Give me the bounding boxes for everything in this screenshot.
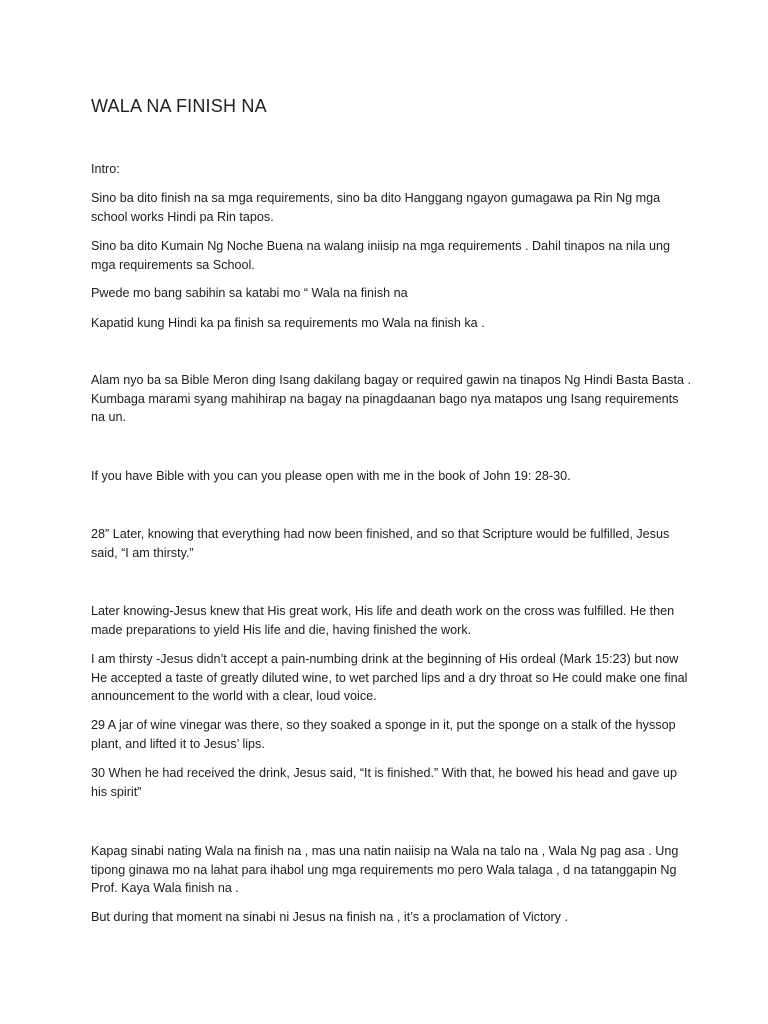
paragraph: Alam nyo ba sa Bible Meron ding Isang dakilang bagay or required gawin na tinapos Ng Hindi Basta Basta . Kumbaga marami syang mahihirap na bagay na pinagdaanan bago nya matapos ung Isang requirements na un. [91,373,691,425]
paragraph: Sino ba dito Kumain Ng Noche Buena na walang iniisip na mga requirements . Dahil tinapos na nila ung mga requirements sa School. [91,239,670,272]
paragraph: Pwede mo bang sabihin sa katabi mo “ Wala na finish na [91,286,408,300]
paragraph: Sino ba dito finish na sa mga requirements, sino ba dito Hanggang ngayon gumagawa pa Rin Ng mga school works Hindi pa Rin tapos. [91,191,661,224]
paragraph: I am thirsty -Jesus didn’t accept a pain-numbing drink at the beginning of His ordeal (Mark 15:23) but now He accepted a taste of greatly diluted wine, to wet parched lips and a dry throat so He could make one final announcement to the world with a clear, loud voice. [91,652,688,704]
document-title: WALA NA FINISH NA [91,96,267,116]
scripture-verse-28: 28” Later, knowing that everything had now been finished, and so that Scripture would be fulfilled, Jesus said, “I am thirsty.” [91,527,670,560]
scripture-verse-29: 29 A jar of wine vinegar was there, so they soaked a sponge in it, put the sponge on a stalk of the hyssop plant, and lifted it to Jesus’ lips. [91,718,676,751]
scripture-verse-30: 30 When he had received the drink, Jesus said, “It is finished.” With that, he bowed his head and gave up his spirit” [91,766,677,799]
paragraph: Kapatid kung Hindi ka pa finish sa requirements mo Wala na finish ka . [91,316,485,330]
paragraph: But during that moment na sinabi ni Jesus na finish na , it’s a proclamation of Victory . [91,910,568,924]
paragraph: Later knowing-Jesus knew that His great work, His life and death work on the cross was fulfilled. He then made preparations to yield His life and die, having finished the work. [91,604,675,637]
paragraph: Kapag sinabi nating Wala na finish na , mas una natin naiisip na Wala na talo na , Wala Ng pag asa . Ung tipong ginawa mo na lahat para ihabol ung mga requirements mo pero Wala talaga , d na tatanggapin Ng Prof. Kaya Wala finish na . [91,844,679,896]
paragraph: If you have Bible with you can you please open with me in the book of John 19: 28-30. [91,469,571,483]
paragraph-intro-heading: Intro: [91,162,120,176]
